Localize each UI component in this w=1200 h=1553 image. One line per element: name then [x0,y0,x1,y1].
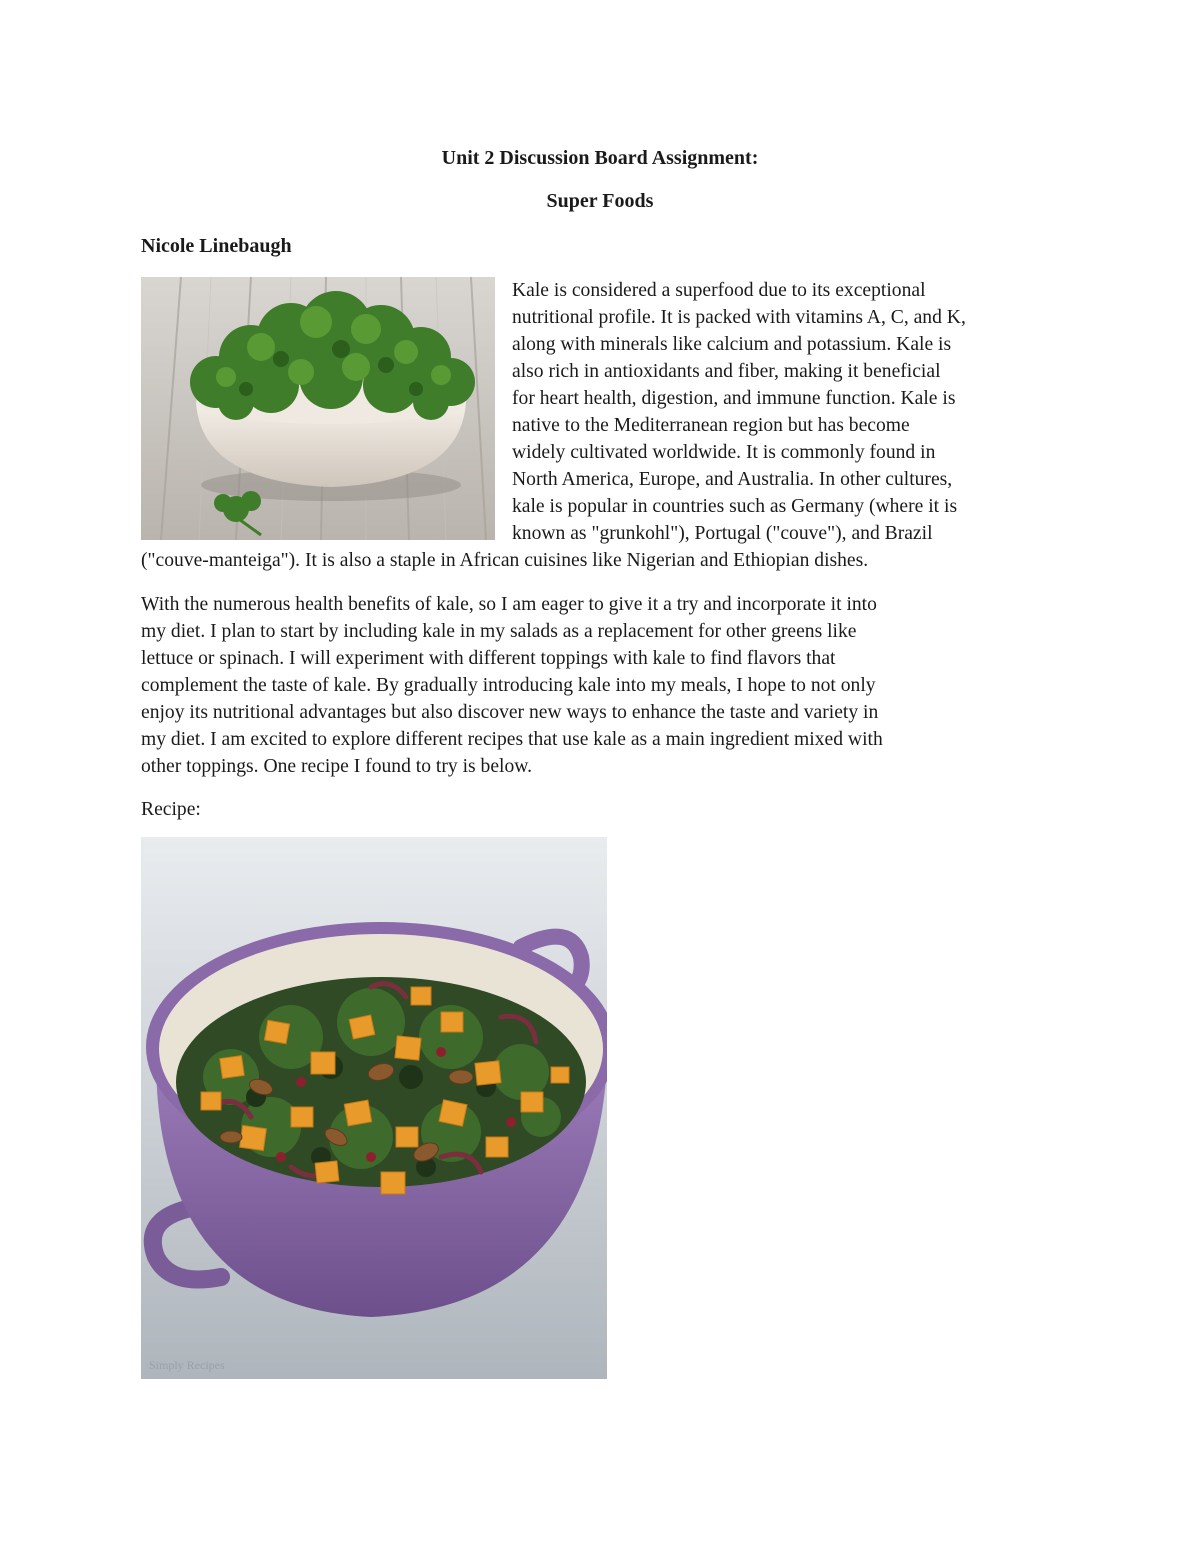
image-watermark: Simply Recipes [149,1358,225,1372]
document-title: Unit 2 Discussion Board Assignment: [441,147,759,169]
kale-bowl-illustration [141,277,495,540]
recipe-skillet-illustration [141,837,607,1379]
recipe-label: Recipe: [141,799,201,820]
paragraph-1-wrapped: Kale is considered a superfood due to its exceptional nutritional profile. It is packed with vitamins A, C, and K, along with minerals like calcium and potassium. Kale is also rich in antioxidants and fiber, making it beneficial for heart health, digestion, and immune function. Kale is native to the Mediterranean region but has become widely cultivated worldwide. It is commonly found in North America, Europe, and Australia. In other cultures, kale is popular in countries such as Germany (where it is known as "grunkohl"), Portugal ("couve"), and Brazil [512,280,966,544]
paragraph-1-tail: ("couve-manteiga"). It is also a staple in African cuisines like Nigerian and Ethiopian dishes. [141,550,869,571]
kale-bowl-image [141,277,495,540]
document-subtitle: Super Foods [546,190,654,212]
paragraph-2: With the numerous health benefits of kale, so I am eager to give it a try and incorporate it into my diet. I plan to start by including kale in my salads as a replacement for other greens like lettuce or spinach. I will experiment with different toppings with kale to find flavors that complement the taste of kale. By gradually introducing kale into my meals, I hope to not only enjoy its nutritional advantages but also discover new ways to enhance the taste and variety in my diet. I am excited to explore different recipes that use kale as a main ingredient mixed with other toppings. One recipe I found to try is below. [141,594,883,777]
author-name: Nicole Linebaugh [141,235,292,257]
recipe-skillet-image [141,837,607,1379]
